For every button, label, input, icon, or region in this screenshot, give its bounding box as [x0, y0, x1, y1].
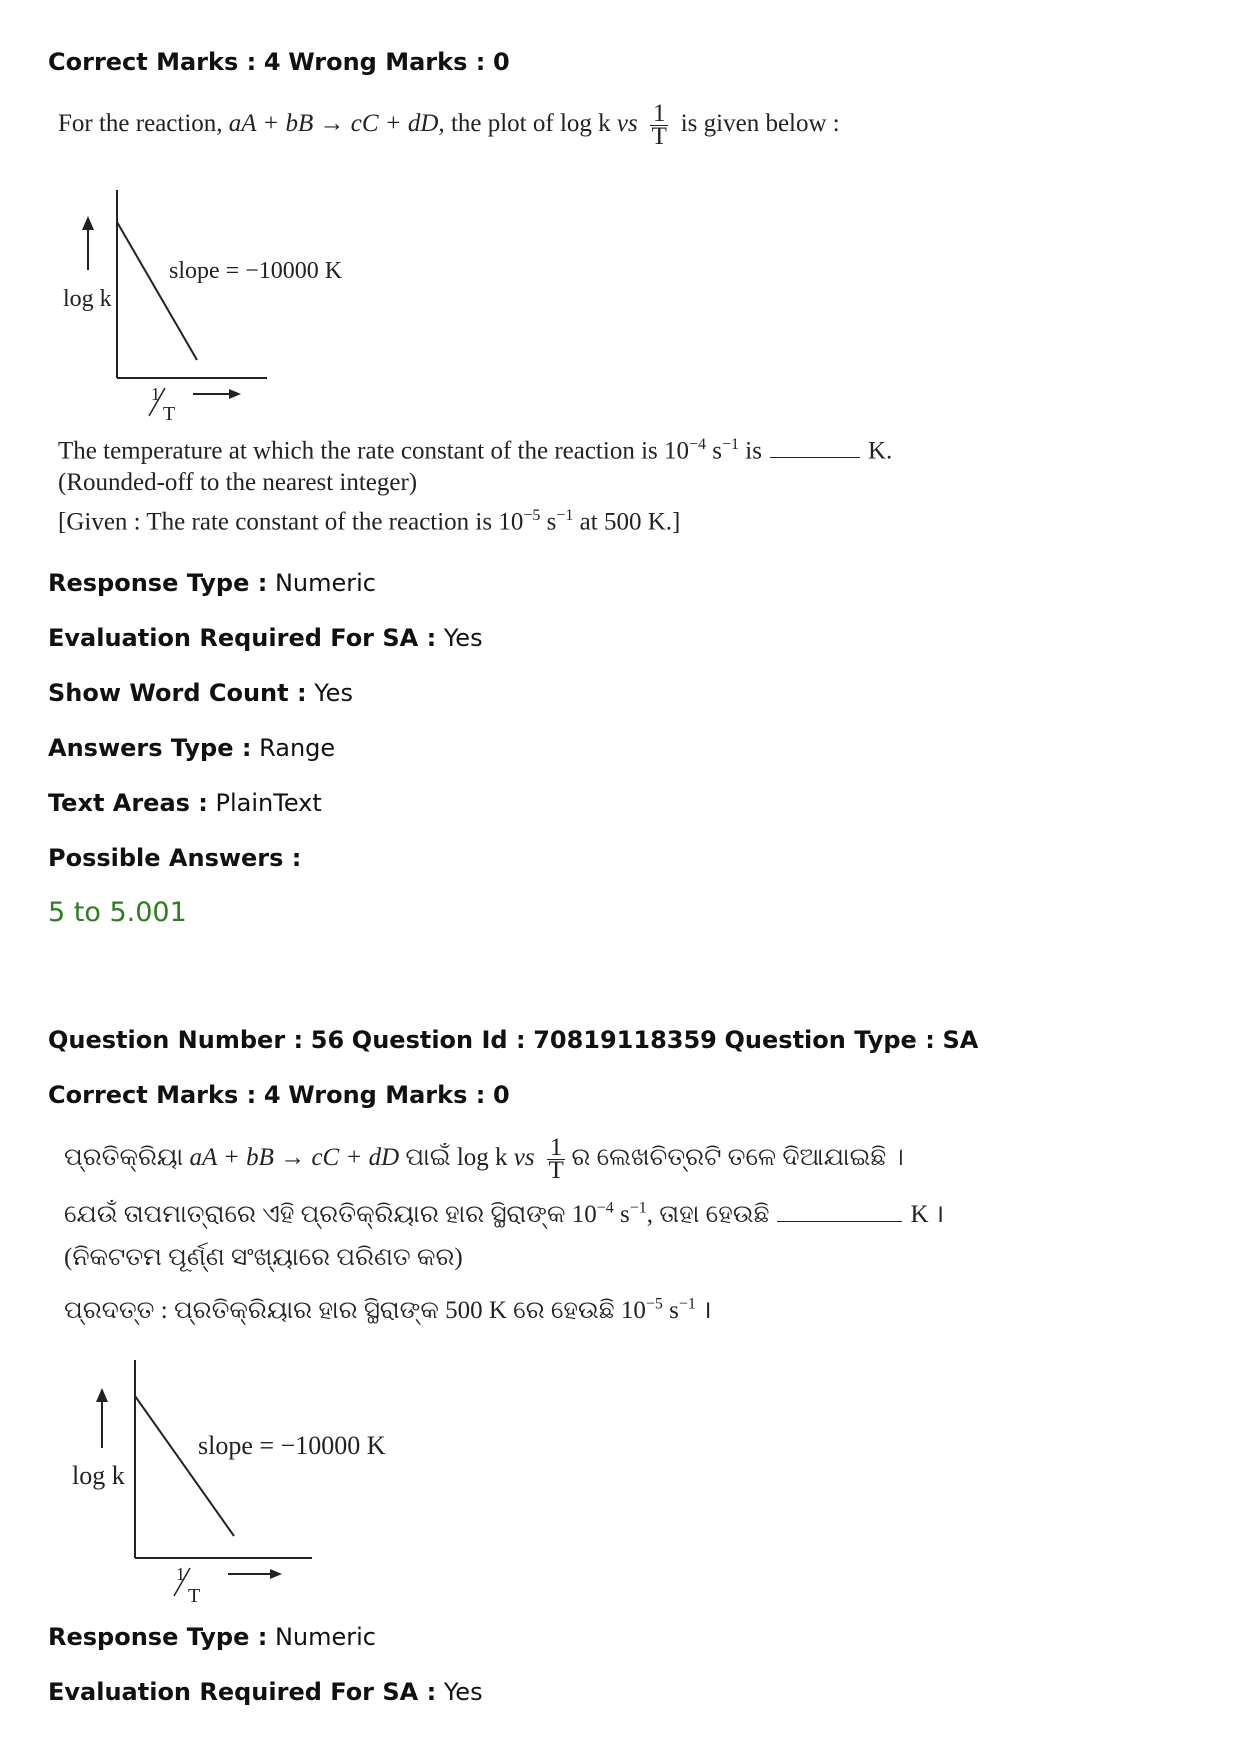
q55-graph-xlabel-den: T	[163, 403, 176, 425]
q55-answers-type: Answers Type : Range	[48, 734, 336, 762]
q56-response-type: Response Type : Numeric	[48, 1623, 376, 1651]
q56-question-line2: ଯେଉଁ ତାପମାତ୍ରାରେ ଏହି ପ୍ରତିକ୍ରିୟାର ହାର ସ୍ଥିରାଙ୍କ $10^{-4}$ $s^{-1}$, ତାହା ହେଉଛି K ।	[64, 1199, 945, 1228]
q56-graph-line	[135, 1396, 234, 1536]
q55-answer-value: 5 to 5.001	[48, 897, 187, 928]
q55-question-line2: The temperature at which the rate constant of the reaction is $10^{-4}$ $s^{-1}$ is K.	[58, 436, 893, 465]
q56-question-line3: (ନିକଟତମ ପୂର୍ଣ୍ଣ ସଂଖ୍ୟାରେ ପରିଣତ କର)	[64, 1244, 463, 1271]
q55-question-line4: [Given : The rate constant of the reaction is $10^{-5}$ $s^{-1}$ at 500 K.]	[58, 507, 681, 536]
q55-logk-graph	[55, 180, 355, 430]
q56-fraction: $\frac{1}{T}$	[548, 1134, 564, 1184]
q55-possible-answers-label: Possible Answers :	[48, 844, 302, 872]
q56-graph-xlabel-den: T	[188, 1585, 201, 1607]
q56-marks: Correct Marks : 4 Wrong Marks : 0	[48, 1081, 510, 1109]
q55-graph-ylabel: log k	[63, 286, 112, 312]
q56-answer-blank	[777, 1203, 902, 1222]
q55-text-areas: Text Areas : PlainText	[48, 789, 322, 817]
q55-graph-slope: slope = −10000 K	[169, 258, 343, 284]
q56-graph-ylabel: log k	[72, 1461, 125, 1490]
q55-graph-line	[117, 222, 197, 360]
q55-response-type: Response Type : Numeric	[48, 569, 376, 597]
q56-logk-graph	[62, 1352, 412, 1612]
q55-question-line1: For the reaction, aA + bB → cC + dD, the plot of log k vs $\frac{1}{T}$ is given below :	[58, 100, 840, 150]
q56-header: Question Number : 56 Question Id : 70819118359 Question Type : SA	[48, 1026, 979, 1054]
q55-show-word-count: Show Word Count : Yes	[48, 679, 353, 707]
q55-graph-xlabel-num: 1	[151, 384, 160, 404]
q55-answer-blank	[770, 439, 860, 458]
q56-evaluation-required: Evaluation Required For SA : Yes	[48, 1678, 483, 1706]
q55-fraction: $\frac{1}{T}$	[651, 100, 667, 150]
q56-graph-xlabel-num: 1	[176, 1564, 185, 1584]
q55-question-line3: (Rounded-off to the nearest integer)	[58, 469, 418, 496]
q55-marks: Correct Marks : 4 Wrong Marks : 0	[48, 48, 510, 76]
q56-question-line4: ପ୍ରଦତ୍ତ : ପ୍ରତିକ୍ରିୟାର ହାର ସ୍ଥିରାଙ୍କ 500 K ରେ ହେଉଛି $10^{-5}$ $s^{-1}$ ।	[64, 1295, 712, 1324]
q55-evaluation-required: Evaluation Required For SA : Yes	[48, 624, 483, 652]
q56-question-line1: ପ୍ରତିକ୍ରିୟା aA + bB → cC + dD ପାଇଁ log k vs $\frac{1}{T}$ ର ଲେଖଚିତ୍ରଟି ତଳେ ଦିଆଯାଇଛି ।	[64, 1134, 904, 1184]
q56-graph-slope: slope = −10000 K	[198, 1431, 386, 1460]
